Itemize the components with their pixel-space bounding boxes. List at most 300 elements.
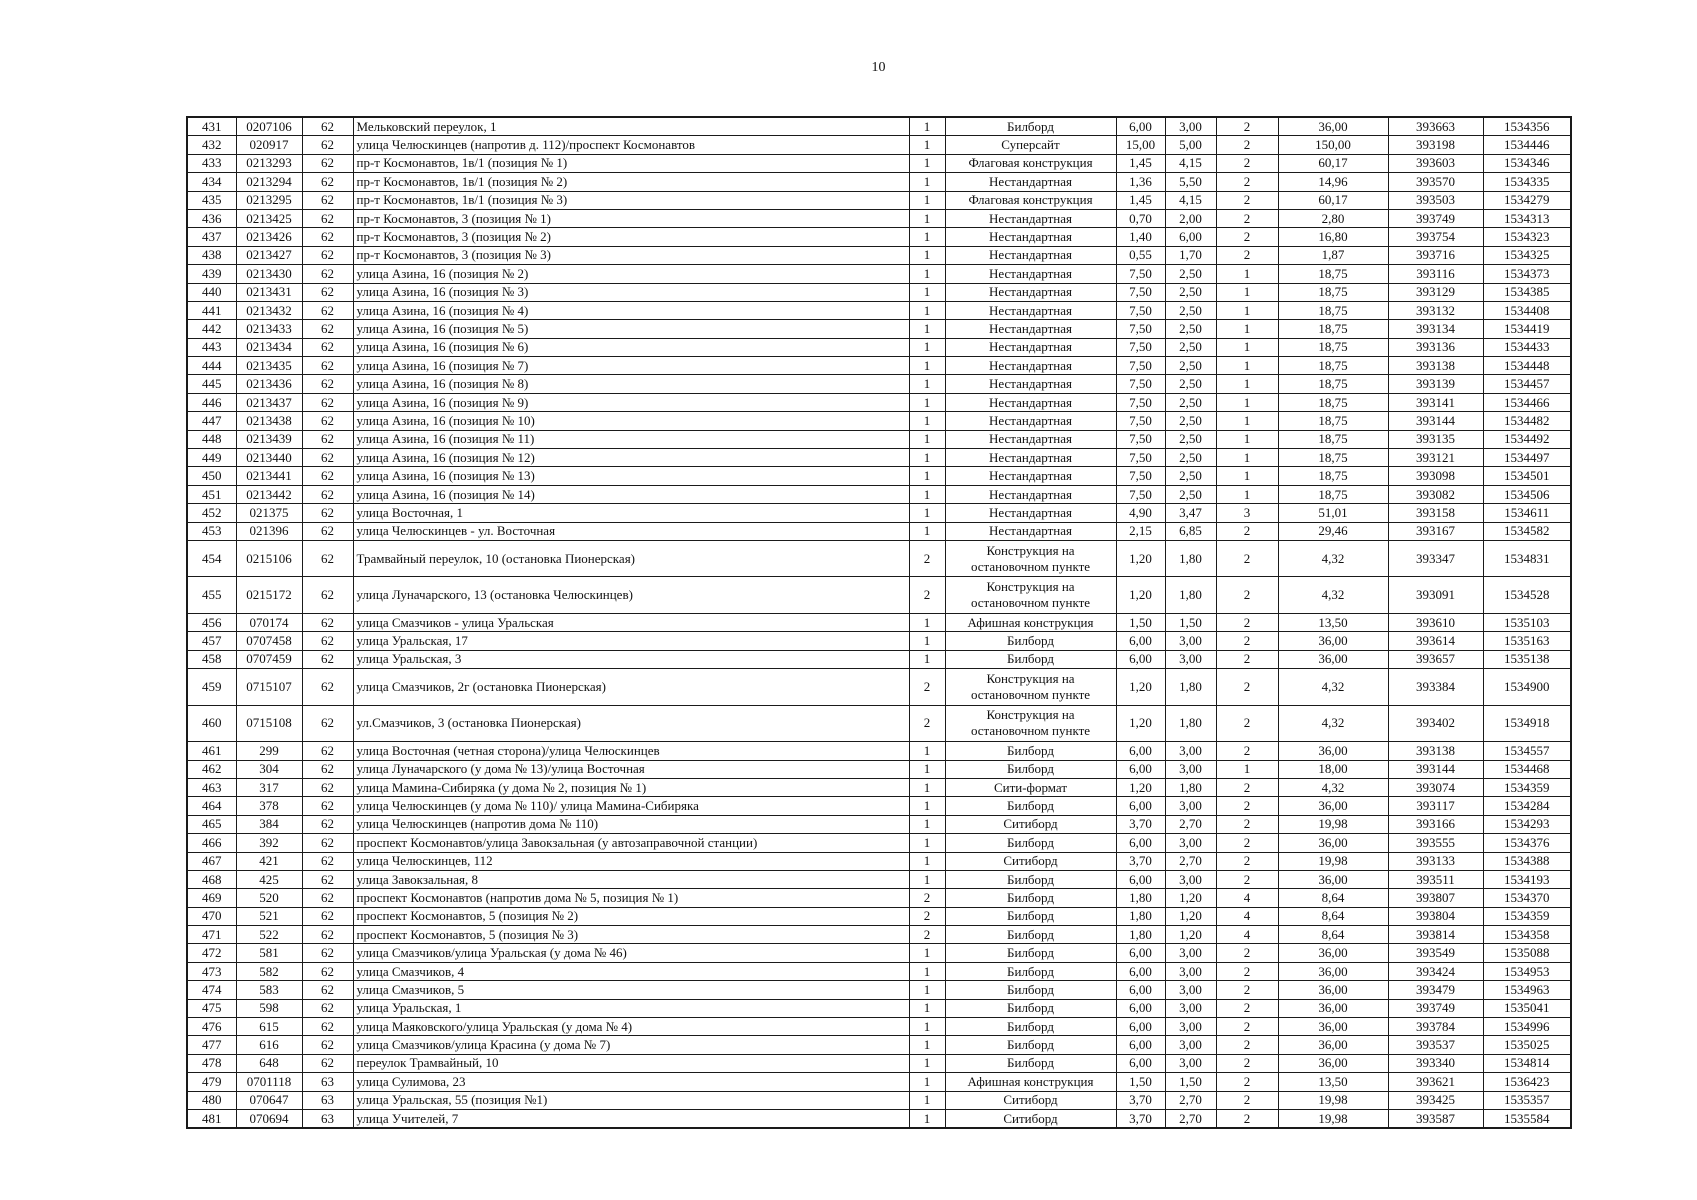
district-cell: 62	[302, 136, 353, 154]
address-cell: улица Азина, 16 (позиция № 6)	[353, 338, 909, 356]
row-number-cell: 432	[187, 136, 236, 154]
sides-count-cell: 1	[909, 852, 945, 870]
fields-cell: 2	[1216, 1091, 1278, 1109]
coord-x-cell: 393814	[1388, 926, 1483, 944]
area-cell: 36,00	[1278, 1054, 1388, 1072]
sides-count-cell: 1	[909, 430, 945, 448]
district-cell: 63	[302, 1091, 353, 1109]
height-cell: 3,00	[1165, 760, 1216, 778]
address-cell: улица Азина, 16 (позиция № 10)	[353, 412, 909, 430]
row-number-cell: 440	[187, 283, 236, 301]
code-cell: 317	[236, 778, 302, 796]
fields-cell: 2	[1216, 778, 1278, 796]
table-body	[187, 117, 1571, 1128]
width-cell: 6,00	[1116, 1036, 1165, 1054]
fields-cell: 1	[1216, 375, 1278, 393]
height-cell: 3,00	[1165, 1036, 1216, 1054]
height-cell: 6,00	[1165, 228, 1216, 246]
sides-count-cell: 1	[909, 485, 945, 503]
table-row	[187, 1091, 1571, 1109]
fields-cell: 1	[1216, 320, 1278, 338]
row-number-cell: 456	[187, 613, 236, 631]
row-number-cell: 441	[187, 301, 236, 319]
height-cell: 2,70	[1165, 852, 1216, 870]
coord-y-cell: 1536423	[1483, 1073, 1571, 1091]
area-cell: 4,32	[1278, 778, 1388, 796]
code-cell: 070647	[236, 1091, 302, 1109]
structure-type-cell: Ситиборд	[945, 1091, 1116, 1109]
district-cell: 62	[302, 834, 353, 852]
area-cell: 18,00	[1278, 760, 1388, 778]
fields-cell: 1	[1216, 412, 1278, 430]
width-cell: 6,00	[1116, 742, 1165, 760]
address-cell: улица Челюскинцев (напротив дома № 110)	[353, 815, 909, 833]
row-number-cell: 450	[187, 467, 236, 485]
fields-cell: 1	[1216, 393, 1278, 411]
structure-type-cell: Нестандартная	[945, 430, 1116, 448]
coord-x-cell: 393117	[1388, 797, 1483, 815]
page-number: 10	[871, 60, 886, 75]
structure-type-cell: Нестандартная	[945, 209, 1116, 227]
height-cell: 2,50	[1165, 430, 1216, 448]
sides-count-cell: 1	[909, 393, 945, 411]
area-cell: 36,00	[1278, 742, 1388, 760]
coord-x-cell: 393158	[1388, 504, 1483, 522]
row-number-cell: 475	[187, 999, 236, 1017]
coord-x-cell: 393503	[1388, 191, 1483, 209]
area-cell: 150,00	[1278, 136, 1388, 154]
sides-count-cell: 1	[909, 154, 945, 172]
district-cell: 62	[302, 742, 353, 760]
district-cell: 62	[302, 889, 353, 907]
coord-x-cell: 393570	[1388, 173, 1483, 191]
address-cell: улица Уральская, 3	[353, 650, 909, 668]
fields-cell: 1	[1216, 449, 1278, 467]
table-row	[187, 1073, 1571, 1091]
row-number-cell: 438	[187, 246, 236, 264]
fields-cell: 2	[1216, 650, 1278, 668]
table-row	[187, 522, 1571, 540]
sides-count-cell: 1	[909, 944, 945, 962]
district-cell: 62	[302, 209, 353, 227]
coord-y-cell: 1535041	[1483, 999, 1571, 1017]
height-cell: 5,00	[1165, 136, 1216, 154]
width-cell: 7,50	[1116, 375, 1165, 393]
row-number-cell: 437	[187, 228, 236, 246]
table-row	[187, 834, 1571, 852]
code-cell: 384	[236, 815, 302, 833]
coord-y-cell: 1534293	[1483, 815, 1571, 833]
width-cell: 6,00	[1116, 650, 1165, 668]
sides-count-cell: 1	[909, 1073, 945, 1091]
row-number-cell: 451	[187, 485, 236, 503]
coord-y-cell: 1535357	[1483, 1091, 1571, 1109]
area-cell: 18,75	[1278, 393, 1388, 411]
width-cell: 1,80	[1116, 889, 1165, 907]
table-row	[187, 430, 1571, 448]
row-number-cell: 447	[187, 412, 236, 430]
coord-x-cell: 393479	[1388, 981, 1483, 999]
structure-type-cell: Нестандартная	[945, 265, 1116, 283]
code-cell: 0213425	[236, 209, 302, 227]
address-cell: улица Учителей, 7	[353, 1109, 909, 1128]
fields-cell: 2	[1216, 1109, 1278, 1128]
district-cell: 62	[302, 504, 353, 522]
area-cell: 18,75	[1278, 357, 1388, 375]
coord-y-cell: 1534996	[1483, 1018, 1571, 1036]
table-row	[187, 1109, 1571, 1128]
fields-cell: 2	[1216, 815, 1278, 833]
coord-y-cell: 1535163	[1483, 632, 1571, 650]
structure-type-cell: Нестандартная	[945, 449, 1116, 467]
area-cell: 4,32	[1278, 669, 1388, 706]
address-cell: улица Азина, 16 (позиция № 4)	[353, 301, 909, 319]
fields-cell: 2	[1216, 705, 1278, 742]
address-cell: улица Азина, 16 (позиция № 5)	[353, 320, 909, 338]
sides-count-cell: 1	[909, 117, 945, 136]
row-number-cell: 463	[187, 778, 236, 796]
fields-cell: 2	[1216, 981, 1278, 999]
sides-count-cell: 1	[909, 999, 945, 1017]
address-cell: Трамвайный переулок, 10 (остановка Пионерская)	[353, 540, 909, 577]
code-cell: 0213439	[236, 430, 302, 448]
table-row	[187, 1054, 1571, 1072]
structure-type-cell: Билборд	[945, 981, 1116, 999]
district-cell: 62	[302, 815, 353, 833]
height-cell: 1,80	[1165, 540, 1216, 577]
area-cell: 18,75	[1278, 338, 1388, 356]
code-cell: 299	[236, 742, 302, 760]
code-cell: 070174	[236, 613, 302, 631]
area-cell: 13,50	[1278, 1073, 1388, 1091]
height-cell: 2,50	[1165, 320, 1216, 338]
coord-x-cell: 393136	[1388, 338, 1483, 356]
coord-y-cell: 1534528	[1483, 577, 1571, 614]
row-number-cell: 445	[187, 375, 236, 393]
district-cell: 62	[302, 246, 353, 264]
coord-x-cell: 393424	[1388, 962, 1483, 980]
structure-type-cell: Нестандартная	[945, 283, 1116, 301]
area-cell: 18,75	[1278, 449, 1388, 467]
district-cell: 62	[302, 926, 353, 944]
coord-y-cell: 1534323	[1483, 228, 1571, 246]
code-cell: 598	[236, 999, 302, 1017]
height-cell: 2,50	[1165, 412, 1216, 430]
coord-x-cell: 393603	[1388, 154, 1483, 172]
width-cell: 1,40	[1116, 228, 1165, 246]
structure-type-cell: Ситиборд	[945, 1109, 1116, 1128]
area-cell: 18,75	[1278, 467, 1388, 485]
code-cell: 378	[236, 797, 302, 815]
district-cell: 62	[302, 577, 353, 614]
structure-type-cell: Флаговая конструкция	[945, 191, 1116, 209]
sides-count-cell: 2	[909, 926, 945, 944]
area-cell: 4,32	[1278, 577, 1388, 614]
address-cell: пр-т Космонавтов, 3 (позиция № 1)	[353, 209, 909, 227]
code-cell: 0213427	[236, 246, 302, 264]
coord-x-cell: 393511	[1388, 870, 1483, 888]
table-row	[187, 944, 1571, 962]
width-cell: 1,20	[1116, 577, 1165, 614]
table-row	[187, 357, 1571, 375]
structure-type-cell: Афишная конструкция	[945, 613, 1116, 631]
coord-x-cell: 393132	[1388, 301, 1483, 319]
table-row	[187, 907, 1571, 925]
coord-y-cell: 1534346	[1483, 154, 1571, 172]
fields-cell: 2	[1216, 191, 1278, 209]
area-cell: 16,80	[1278, 228, 1388, 246]
width-cell: 1,20	[1116, 540, 1165, 577]
coord-y-cell: 1534359	[1483, 907, 1571, 925]
structure-type-cell: Суперсайт	[945, 136, 1116, 154]
coord-y-cell: 1534953	[1483, 962, 1571, 980]
fields-cell: 2	[1216, 669, 1278, 706]
structure-type-cell: Нестандартная	[945, 393, 1116, 411]
structure-type-cell: Нестандартная	[945, 246, 1116, 264]
address-cell: проспект Космонавтов/улица Завокзальная (у автозаправочной станции)	[353, 834, 909, 852]
height-cell: 2,50	[1165, 449, 1216, 467]
width-cell: 1,50	[1116, 613, 1165, 631]
address-cell: улица Сулимова, 23	[353, 1073, 909, 1091]
area-cell: 8,64	[1278, 889, 1388, 907]
area-cell: 18,75	[1278, 320, 1388, 338]
coord-x-cell: 393340	[1388, 1054, 1483, 1072]
coord-x-cell: 393074	[1388, 778, 1483, 796]
table-row	[187, 1036, 1571, 1054]
area-cell: 18,75	[1278, 283, 1388, 301]
structure-type-cell: Нестандартная	[945, 485, 1116, 503]
coord-x-cell: 393347	[1388, 540, 1483, 577]
fields-cell: 4	[1216, 907, 1278, 925]
sides-count-cell: 1	[909, 449, 945, 467]
sides-count-cell: 1	[909, 301, 945, 319]
height-cell: 1,20	[1165, 926, 1216, 944]
structure-type-cell: Билборд	[945, 999, 1116, 1017]
table-row	[187, 265, 1571, 283]
code-cell: 0213442	[236, 485, 302, 503]
row-number-cell: 476	[187, 1018, 236, 1036]
sides-count-cell: 1	[909, 228, 945, 246]
table-row	[187, 375, 1571, 393]
structure-type-cell: Нестандартная	[945, 173, 1116, 191]
width-cell: 6,00	[1116, 944, 1165, 962]
district-cell: 62	[302, 228, 353, 246]
table-row	[187, 338, 1571, 356]
height-cell: 2,00	[1165, 209, 1216, 227]
table-row	[187, 412, 1571, 430]
structure-type-cell: Афишная конструкция	[945, 1073, 1116, 1091]
area-cell: 36,00	[1278, 962, 1388, 980]
coord-y-cell: 1535138	[1483, 650, 1571, 668]
coord-y-cell: 1534557	[1483, 742, 1571, 760]
address-cell: улица Смазчиков/улица Уральская (у дома № 46)	[353, 944, 909, 962]
coord-y-cell: 1534358	[1483, 926, 1571, 944]
height-cell: 1,80	[1165, 669, 1216, 706]
structure-type-cell: Билборд	[945, 632, 1116, 650]
sides-count-cell: 1	[909, 613, 945, 631]
address-cell: улица Уральская, 1	[353, 999, 909, 1017]
height-cell: 3,00	[1165, 944, 1216, 962]
width-cell: 6,00	[1116, 1054, 1165, 1072]
area-cell: 51,01	[1278, 504, 1388, 522]
district-cell: 62	[302, 870, 353, 888]
width-cell: 6,00	[1116, 797, 1165, 815]
width-cell: 6,00	[1116, 962, 1165, 980]
code-cell: 520	[236, 889, 302, 907]
table-row	[187, 926, 1571, 944]
coord-y-cell: 1535025	[1483, 1036, 1571, 1054]
fields-cell: 2	[1216, 154, 1278, 172]
table-row	[187, 246, 1571, 264]
table-row	[187, 393, 1571, 411]
sides-count-cell: 1	[909, 504, 945, 522]
table-row	[187, 136, 1571, 154]
height-cell: 2,50	[1165, 375, 1216, 393]
height-cell: 3,00	[1165, 632, 1216, 650]
height-cell: 2,70	[1165, 815, 1216, 833]
table-row	[187, 870, 1571, 888]
coord-x-cell: 393139	[1388, 375, 1483, 393]
district-cell: 62	[302, 907, 353, 925]
address-cell: улица Восточная (четная сторона)/улица Челюскинцев	[353, 742, 909, 760]
structure-type-cell: Нестандартная	[945, 522, 1116, 540]
address-cell: улица Азина, 16 (позиция № 13)	[353, 467, 909, 485]
table-row	[187, 760, 1571, 778]
row-number-cell: 444	[187, 357, 236, 375]
code-cell: 648	[236, 1054, 302, 1072]
district-cell: 62	[302, 320, 353, 338]
structure-type-cell: Билборд	[945, 1036, 1116, 1054]
coord-y-cell: 1534284	[1483, 797, 1571, 815]
coord-y-cell: 1534279	[1483, 191, 1571, 209]
structure-type-cell: Билборд	[945, 117, 1116, 136]
coord-x-cell: 393587	[1388, 1109, 1483, 1128]
structure-type-cell: Конструкция на остановочном пункте	[945, 705, 1116, 742]
fields-cell: 2	[1216, 540, 1278, 577]
address-cell: улица Луначарского (у дома № 13)/улица Восточная	[353, 760, 909, 778]
table-row	[187, 485, 1571, 503]
code-cell: 392	[236, 834, 302, 852]
code-cell: 0213441	[236, 467, 302, 485]
sides-count-cell: 2	[909, 540, 945, 577]
coord-x-cell: 393716	[1388, 246, 1483, 264]
sides-count-cell: 1	[909, 632, 945, 650]
coord-x-cell: 393804	[1388, 907, 1483, 925]
row-number-cell: 457	[187, 632, 236, 650]
row-number-cell: 468	[187, 870, 236, 888]
district-cell: 62	[302, 522, 353, 540]
coord-y-cell: 1534814	[1483, 1054, 1571, 1072]
table-row	[187, 778, 1571, 796]
width-cell: 7,50	[1116, 338, 1165, 356]
table-row	[187, 889, 1571, 907]
code-cell: 070694	[236, 1109, 302, 1128]
structure-type-cell: Ситиборд	[945, 852, 1116, 870]
row-number-cell: 465	[187, 815, 236, 833]
fields-cell: 3	[1216, 504, 1278, 522]
area-cell: 18,75	[1278, 485, 1388, 503]
district-cell: 62	[302, 669, 353, 706]
coord-x-cell: 393749	[1388, 999, 1483, 1017]
table-row	[187, 613, 1571, 631]
address-cell: пр-т Космонавтов, 1в/1 (позиция № 1)	[353, 154, 909, 172]
coord-y-cell: 1534918	[1483, 705, 1571, 742]
district-cell: 62	[302, 449, 353, 467]
area-cell: 36,00	[1278, 870, 1388, 888]
code-cell: 0213436	[236, 375, 302, 393]
table-row	[187, 301, 1571, 319]
district-cell: 62	[302, 852, 353, 870]
row-number-cell: 434	[187, 173, 236, 191]
table-row	[187, 540, 1571, 577]
address-cell: проспект Космонавтов, 5 (позиция № 3)	[353, 926, 909, 944]
district-cell: 62	[302, 412, 353, 430]
fields-cell: 2	[1216, 228, 1278, 246]
coord-x-cell: 393121	[1388, 449, 1483, 467]
code-cell: 021375	[236, 504, 302, 522]
structure-type-cell: Сити-формат	[945, 778, 1116, 796]
table-row	[187, 742, 1571, 760]
row-number-cell: 462	[187, 760, 236, 778]
row-number-cell: 480	[187, 1091, 236, 1109]
coord-y-cell: 1534433	[1483, 338, 1571, 356]
height-cell: 3,47	[1165, 504, 1216, 522]
width-cell: 7,50	[1116, 449, 1165, 467]
height-cell: 1,50	[1165, 613, 1216, 631]
height-cell: 2,50	[1165, 485, 1216, 503]
width-cell: 0,55	[1116, 246, 1165, 264]
area-cell: 36,00	[1278, 1036, 1388, 1054]
width-cell: 1,45	[1116, 154, 1165, 172]
coord-x-cell: 393129	[1388, 283, 1483, 301]
fields-cell: 1	[1216, 301, 1278, 319]
table-row	[187, 209, 1571, 227]
coord-y-cell: 1534385	[1483, 283, 1571, 301]
address-cell: улица Челюскинцев - ул. Восточная	[353, 522, 909, 540]
height-cell: 3,00	[1165, 117, 1216, 136]
coord-y-cell: 1534457	[1483, 375, 1571, 393]
structure-type-cell: Билборд	[945, 797, 1116, 815]
structure-type-cell: Конструкция на остановочном пункте	[945, 577, 1116, 614]
table-row	[187, 999, 1571, 1017]
table-row	[187, 705, 1571, 742]
structure-type-cell: Нестандартная	[945, 338, 1116, 356]
address-cell: улица Азина, 16 (позиция № 9)	[353, 393, 909, 411]
address-cell: улица Уральская, 17	[353, 632, 909, 650]
coord-x-cell: 393135	[1388, 430, 1483, 448]
code-cell: 616	[236, 1036, 302, 1054]
area-cell: 8,64	[1278, 926, 1388, 944]
address-cell: улица Маяковского/улица Уральская (у дома № 4)	[353, 1018, 909, 1036]
coord-y-cell: 1534359	[1483, 778, 1571, 796]
row-number-cell: 471	[187, 926, 236, 944]
coord-y-cell: 1534497	[1483, 449, 1571, 467]
coord-x-cell: 393402	[1388, 705, 1483, 742]
width-cell: 7,50	[1116, 393, 1165, 411]
address-cell: улица Завокзальная, 8	[353, 870, 909, 888]
height-cell: 3,00	[1165, 870, 1216, 888]
table-row	[187, 283, 1571, 301]
table-row	[187, 650, 1571, 668]
code-cell: 0207106	[236, 117, 302, 136]
coord-y-cell: 1534313	[1483, 209, 1571, 227]
table-row	[187, 852, 1571, 870]
code-cell: 0213430	[236, 265, 302, 283]
fields-cell: 2	[1216, 613, 1278, 631]
coord-x-cell: 393537	[1388, 1036, 1483, 1054]
area-cell: 36,00	[1278, 944, 1388, 962]
code-cell: 0215106	[236, 540, 302, 577]
